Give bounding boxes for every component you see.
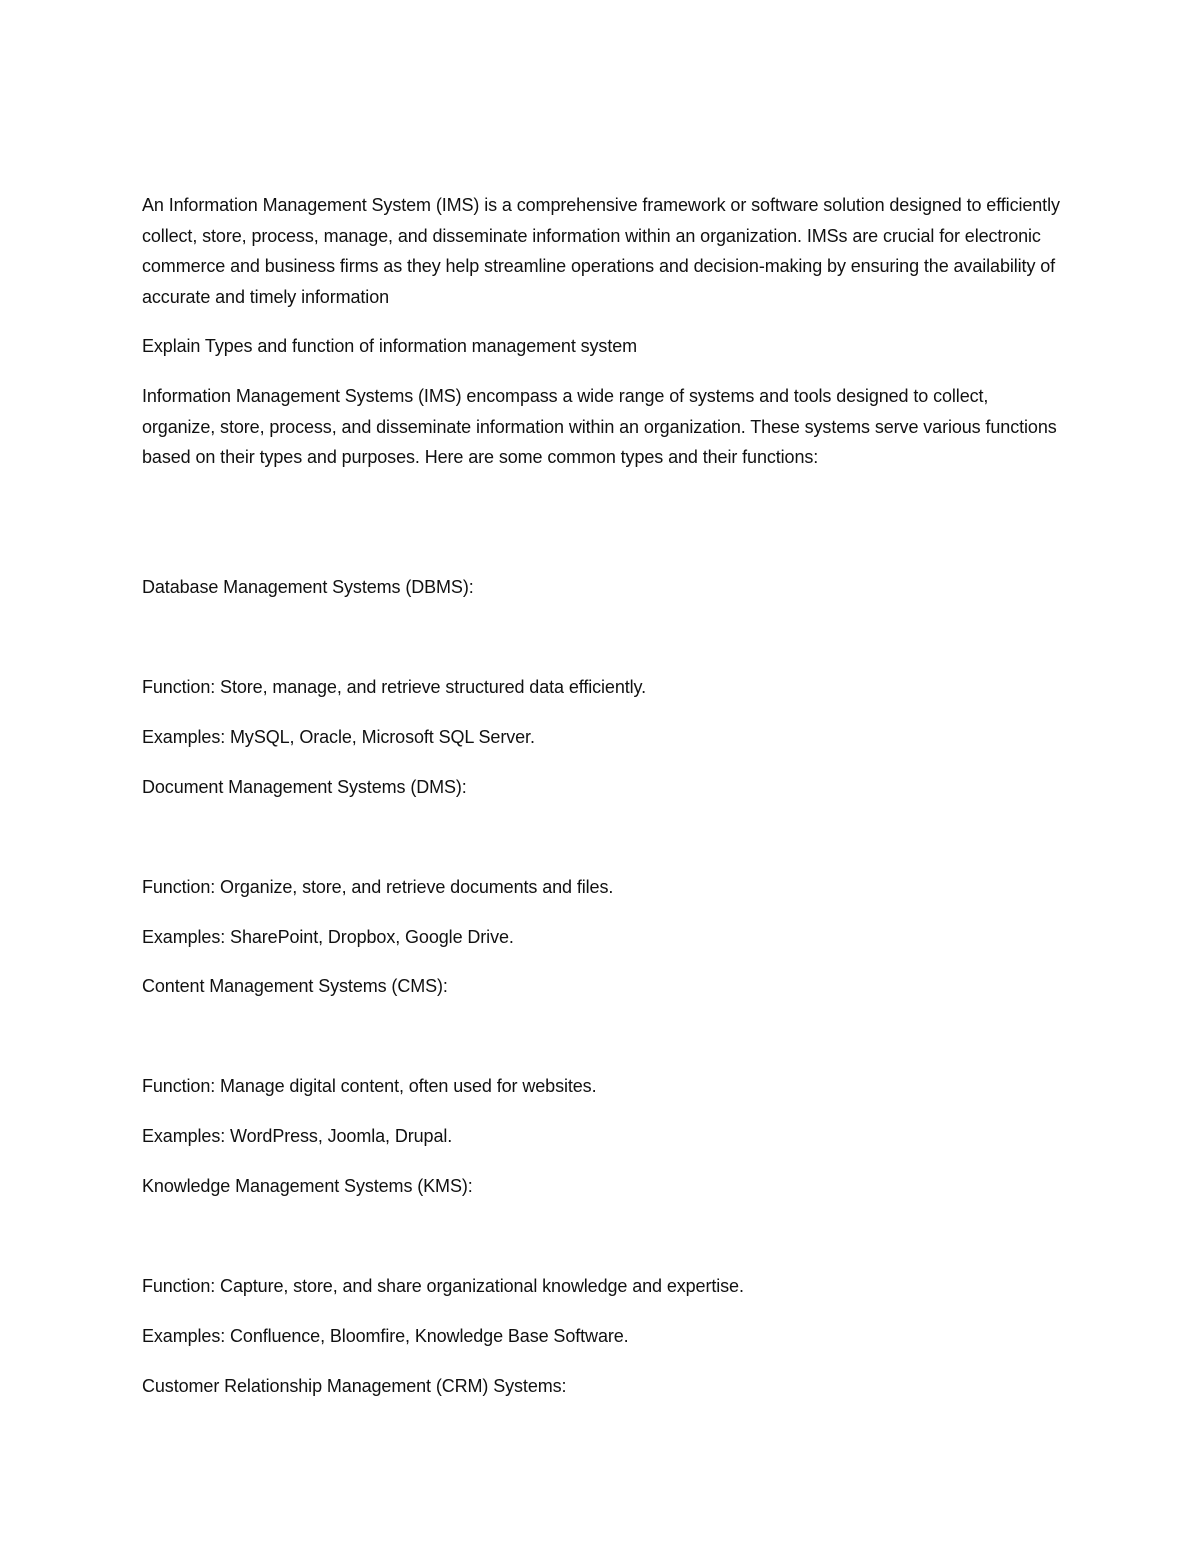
crm-heading: Customer Relationship Management (CRM) Systems: <box>142 1376 567 1396</box>
kms-function: Function: Capture, store, and share organizational knowledge and expertise. <box>142 1276 744 1296</box>
cms-function: Function: Manage digital content, often used for websites. <box>142 1076 597 1096</box>
question-heading: Explain Types and function of information management system <box>142 336 638 356</box>
intro-paragraph: An Information Management System (IMS) is a comprehensive framework or software solution designed to efficiently collect, store, process, manage, and disseminate information within an organization. IMSs are crucial for electronic commerce and business firms as they help streamline operations and decision-making by ensuring the availability of accurate and timely information <box>142 195 1060 307</box>
overview-paragraph: Information Management Systems (IMS) encompass a wide range of systems and tools designed to collect, organize, store, process, and disseminate information within an organization. These systems serve various functions based on their types and purposes. Here are some common types and their functions: <box>142 386 1057 467</box>
dbms-heading: Database Management Systems (DBMS): <box>142 577 474 597</box>
kms-examples: Examples: Confluence, Bloomfire, Knowledge Base Software. <box>142 1326 629 1346</box>
dms-function: Function: Organize, store, and retrieve documents and files. <box>142 877 614 897</box>
dms-heading: Document Management Systems (DMS): <box>142 777 467 797</box>
cms-examples: Examples: WordPress, Joomla, Drupal. <box>142 1126 453 1146</box>
cms-heading: Content Management Systems (CMS): <box>142 976 448 996</box>
dbms-examples: Examples: MySQL, Oracle, Microsoft SQL Server. <box>142 727 535 747</box>
dms-examples: Examples: SharePoint, Dropbox, Google Drive. <box>142 927 514 947</box>
dbms-function: Function: Store, manage, and retrieve structured data efficiently. <box>142 677 647 697</box>
kms-heading: Knowledge Management Systems (KMS): <box>142 1176 473 1196</box>
